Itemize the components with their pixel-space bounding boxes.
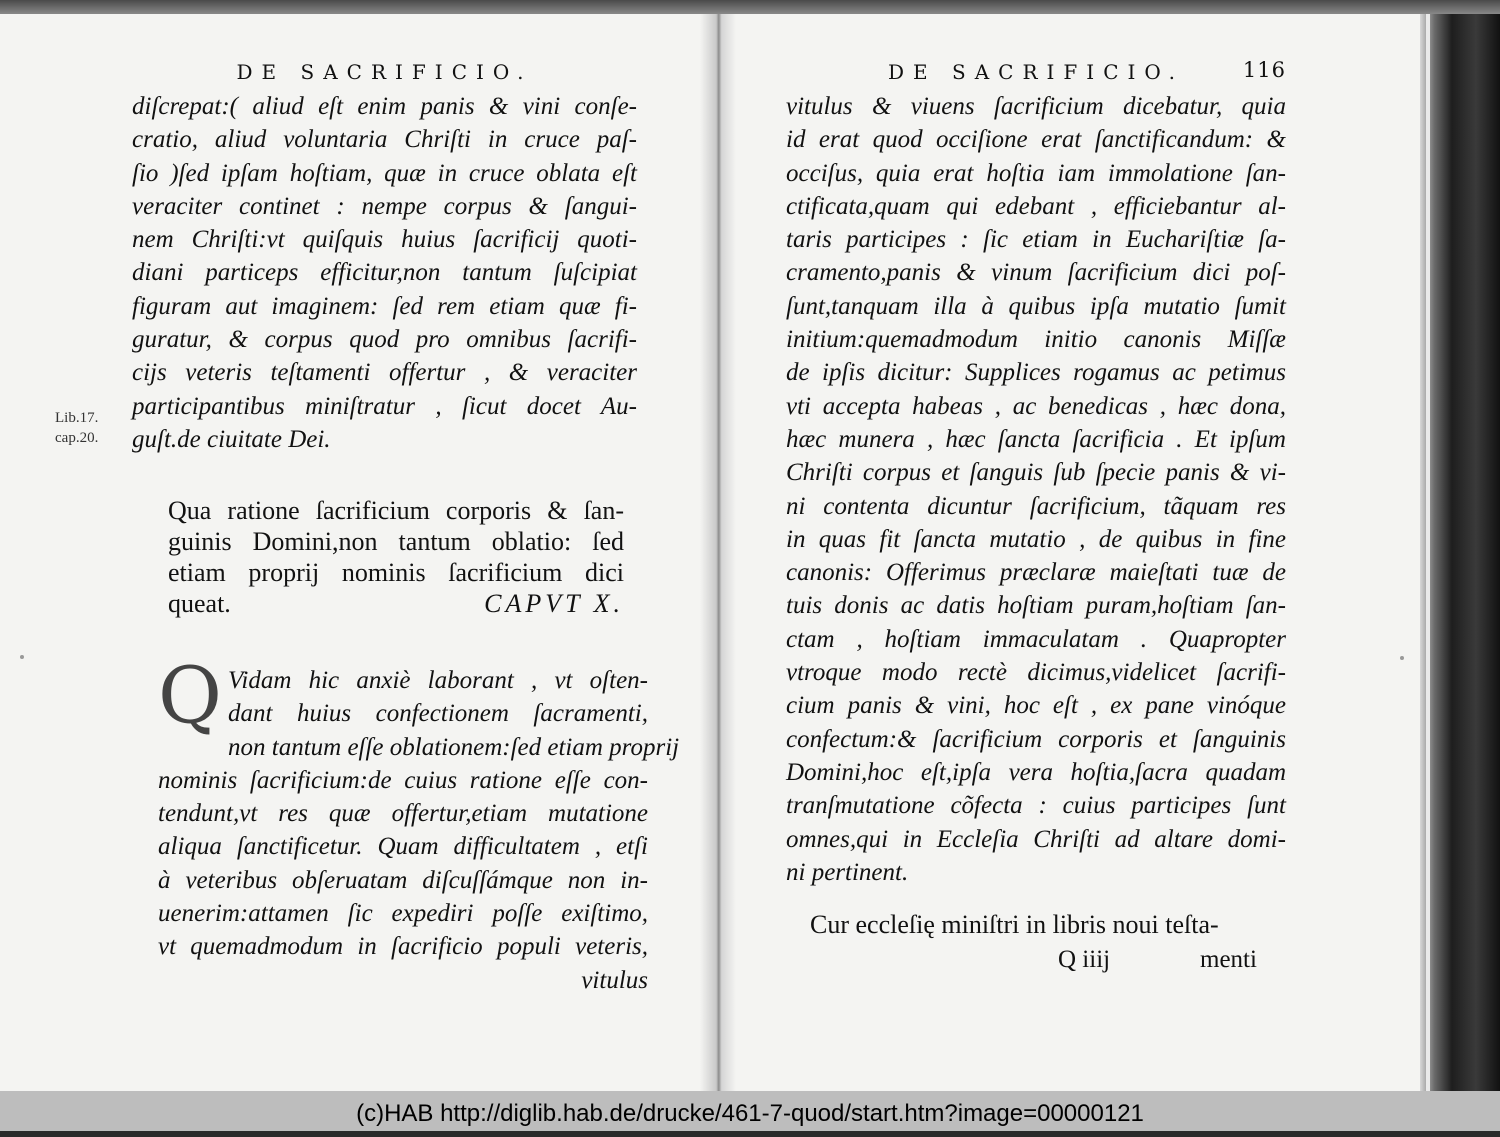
page-edge: [1420, 14, 1500, 1091]
text-line: ni pertinent.: [786, 858, 909, 886]
text-line: taris participes : ſic etiam in Euchariſtiæ ſa-: [786, 226, 1286, 254]
text-line: confectum:& ſacrificium corporis et ſanguinis: [786, 725, 1286, 753]
text-line: hæc munera , hæc ſancta ſacrificia . Et ipſum: [786, 425, 1286, 453]
chapter-body-lines: [158, 651, 680, 964]
margin-note: [55, 408, 98, 448]
right-running-head-text: DE SACRIFICIO.: [888, 60, 1184, 84]
text-line: ni contenta dicuntur ſacrificium, tãquam res: [786, 492, 1286, 520]
text-line: dant huius confectionem ſacramenti,: [228, 700, 648, 728]
text-line: non tantum eſſe oblationem:ſed etiam proprij: [228, 733, 680, 761]
text-line: tuis donis ac datis hoſtiam puram,hoſtiam ſan-: [786, 592, 1286, 620]
margin-note-line: cap.20.: [55, 430, 99, 446]
text-line: omnes,qui in Eccleſia Chriſti ad altare domi-: [786, 825, 1286, 853]
text-line: nem Chriſti:vt quiſquis huius ſacrificij quoti-: [132, 226, 637, 254]
right-page: [786, 60, 1286, 889]
text-line: vti accepta habeas , ac benedicas , hæc dona,: [786, 392, 1286, 420]
scan-speck: [1400, 656, 1404, 660]
chapter-heading-last: queat.: [168, 589, 231, 618]
left-catchword: vitulus: [581, 966, 648, 994]
text-line: id erat quod occiſione erat ſanctificandum: &: [786, 126, 1286, 154]
text-line: Vidam hic anxiè laborant , vt oſten-: [228, 667, 648, 694]
chapter-heading-line: Qua ratione ſacrificium corporis & ſan-: [168, 496, 624, 525]
decorated-initial: Q: [158, 651, 222, 741]
next-chapter-heading: Cur eccleſię miniſtri in libris noui teſta-: [810, 910, 1219, 939]
chapter-heading-last-row: [168, 588, 624, 619]
text-line: vitulus & viuens ſacrificium dicebatur, quia: [786, 93, 1286, 120]
text-line: guratur, & corpus quod pro omnibus ſacrifi-: [132, 326, 637, 354]
left-page: [132, 60, 637, 456]
page-number: 116: [1242, 58, 1286, 82]
text-line: tranſmutatione cõfecta : cuius participes ſunt: [786, 792, 1286, 820]
text-line: Domini,hoc eſt,ipſa vera hoſtia,ſacra quadam: [786, 758, 1286, 786]
text-line: aliqua ſanctificetur. Quam difficultatem , etſi: [158, 833, 648, 861]
text-line: ctam , hoſtiam immaculatam . Quapropter: [786, 625, 1286, 653]
chapter-heading: [168, 495, 624, 619]
text-line: veraciter continet : nempe corpus & ſangui-: [132, 192, 637, 220]
text-line: de ipſis dicitur: Supplices rogamus ac petimus: [786, 359, 1286, 387]
chapter-caput: CAPVT X.: [484, 589, 624, 618]
right-catchword: menti: [1200, 946, 1257, 973]
source-footer: (c)HAB http://diglib.hab.de/drucke/461-7-quod/start.htm?image=00000121: [0, 1091, 1500, 1131]
scan-speck: [20, 655, 24, 659]
text-line: diani particeps efficitur,non tantum ſuſcipiat: [132, 259, 637, 287]
text-line: ſio )ſed ipſam hoſtiam, quæ in cruce oblata eſt: [132, 159, 637, 187]
chapter-heading-line: guinis Domini,non tantum oblatio: ſed: [168, 527, 624, 556]
signature-mark: Q iiij: [1058, 946, 1111, 973]
text-line: cramento,panis & vinum ſacrificium dici poſ-: [786, 259, 1286, 287]
text-line: ctificata,quam qui edebant , efficiebantur al-: [786, 192, 1286, 220]
text-line: in quas fit ſancta mutatio , de quibus in fine: [786, 525, 1286, 553]
text-line: à veteribus obſeruatam diſcuſſámque non in-: [158, 866, 648, 894]
right-running-head: [786, 60, 1286, 90]
right-text-block: [786, 90, 1286, 889]
text-line: participantibus miniſtratur , ſicut docet Au-: [132, 392, 637, 420]
text-line: cijs veteris teſtamenti offertur , & veraciter: [132, 359, 637, 387]
text-line: nominis ſacrificium:de cuius ratione eſſe con-: [158, 766, 648, 794]
text-line: tendunt,vt res quæ offertur,etiam mutatione: [158, 800, 648, 828]
chapter-heading-line: etiam proprij nominis ſacrificium dici: [168, 558, 624, 587]
chapter-body: [158, 651, 680, 997]
margin-note-line: Lib.17.: [55, 410, 99, 426]
text-line: Chriſti corpus et ſanguis ſub ſpecie panis & vi-: [786, 459, 1286, 487]
left-running-head: DE SACRIFICIO.: [236, 60, 533, 84]
text-line: figuram aut imaginem: ſed rem etiam quæ fi-: [132, 292, 637, 320]
text-line: occiſus, quia erat hoſtia iam immolatione ſan-: [786, 159, 1286, 187]
left-text-block: [132, 90, 637, 456]
text-line: guſt.de ciuitate Dei.: [132, 425, 331, 453]
text-line: vt quemadmodum in ſacrificio populi veteris,: [158, 933, 648, 961]
text-line: canonis: Offerimus præclaræ maieſtati tuæ de: [786, 559, 1286, 587]
text-line: cium panis & vini, hoc eſt , ex pane vinóque: [786, 692, 1286, 720]
text-line: initium:quemadmodum initio canonis Miſſæ: [786, 326, 1286, 354]
text-line: diſcrepat:( aliud eſt enim panis & vini conſe-: [132, 93, 637, 120]
text-line: cratio, aliud voluntaria Chriſti in cruce paſ-: [132, 126, 637, 154]
book-gutter: [700, 14, 736, 1091]
text-line: vtroque modo rectè dicimus,videlicet ſacrifi-: [786, 659, 1286, 687]
text-line: ſunt,tanquam illa à quibus ipſa mutatio ſumit: [786, 292, 1286, 320]
text-line: uenerim:attamen ſic expediri poſſe exiſtimo,: [158, 900, 648, 928]
